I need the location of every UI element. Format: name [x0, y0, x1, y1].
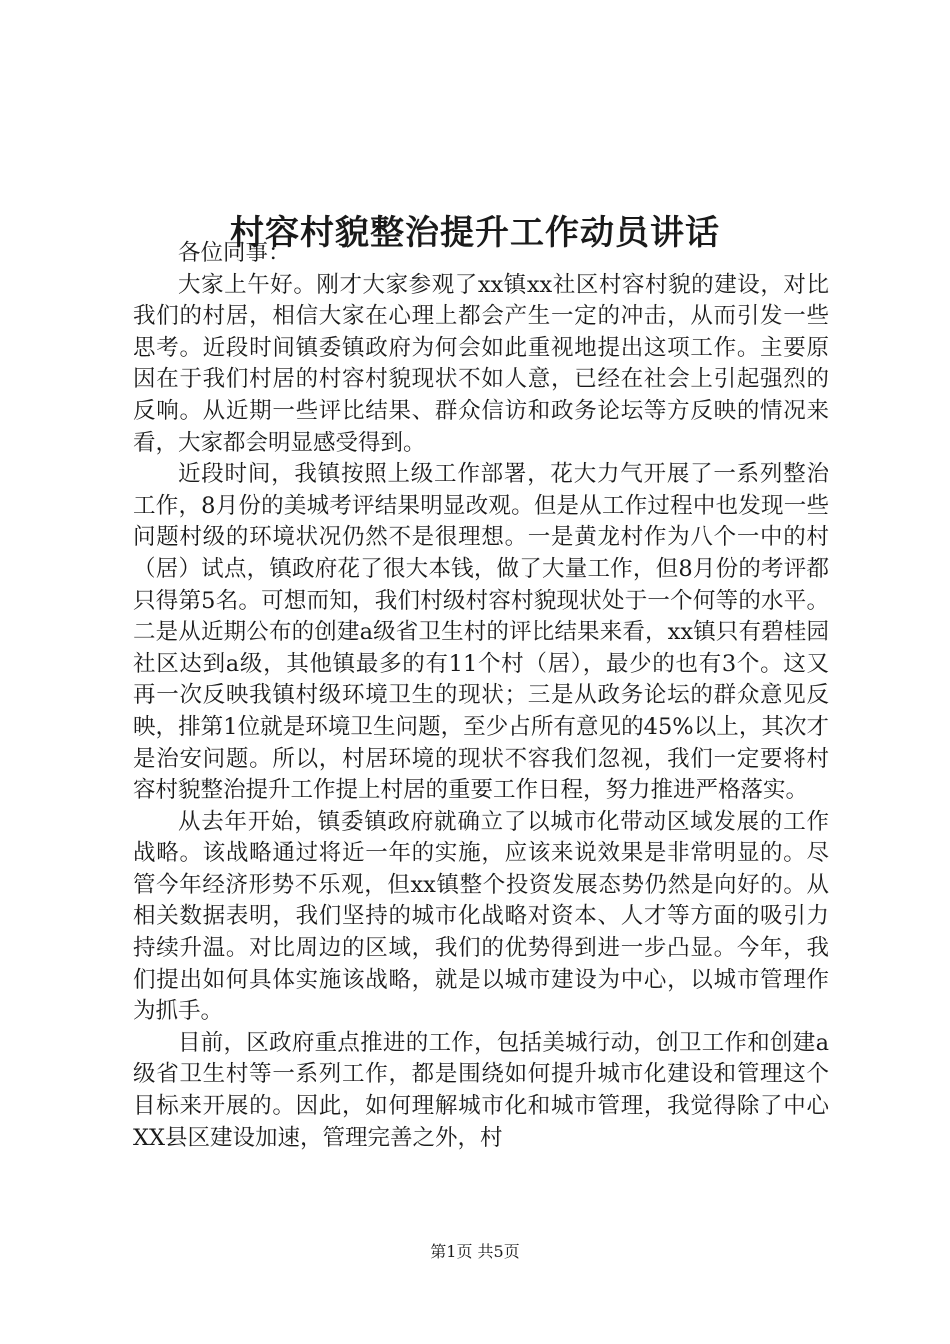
page-number-footer: 第1页 共5页	[430, 1242, 520, 1261]
salutation: 各位同事：	[178, 240, 291, 266]
paragraph: 目前，区政府重点推进的工作，包括美城行动，创卫工作和创建a级省卫生村等一系列工作，都是围绕如何提升城市化建设和管理这个目标来开展的。因此，如何理解城市化和城市管理，我觉得除了中心XX县区建设加速，管理完善之外，村	[133, 1029, 829, 1151]
document-body	[133, 238, 829, 1154]
paragraph: 大家上午好。刚才大家参观了xx镇xx社区村容村貌的建设，对比我们的村居，相信大家在心理上都会产生一定的冲击，从而引发一些思考。近段时间镇委镇政府为何会如此重视地提出这项工作。主要原因在于我们村居的村容村貌现状不如人意，已经在社会上引起强烈的反响。从近期一些评比结果、群众信访和政务论坛等方反映的情况来看，大家都会明显感受得到。	[133, 271, 829, 456]
document-title: 村容村貌整治提升工作动员讲话	[230, 212, 720, 253]
paragraph: 近段时间，我镇按照上级工作部署，花大力气开展了一系列整治工作，8月份的美城考评结果明显改观。但是从工作过程中也发现一些问题村级的环境状况仍然不是很理想。一是黄龙村作为八个一中的村（居）试点，镇政府花了很大本钱，做了大量工作，但8月份的考评都只得第5名。可想而知，我们村级村容村貌现状处于一个何等的水平。二是从近期公布的创建a级省卫生村的评比结果来看，xx镇只有碧桂园社区达到a级，其他镇最多的有11个村（居），最少的也有3个。这又再一次反映我镇村级环境卫生的现状；三是从政务论坛的群众意见反映，排第1位就是环境卫生问题，至少占所有意见的45%以上，其次才是治安问题。所以，村居环境的现状不容我们忽视，我们一定要将村容村貌整治提升工作提上村居的重要工作日程，努力推进严格落实。	[133, 461, 829, 804]
paragraph: 从去年开始，镇委镇政府就确立了以城市化带动区域发展的工作战略。该战略通过将近一年的实施，应该来说效果是非常明显的。尽管今年经济形势不乐观，但xx镇整个投资发展态势仍然是向好的。从相关数据表明，我们坚持的城市化战略对资本、人才等方面的吸引力持续升温。对比周边的区域，我们的优势得到进一步凸显。今年，我们提出如何具体实施该战略，就是以城市建设为中心，以城市管理作为抓手。	[133, 808, 829, 1025]
